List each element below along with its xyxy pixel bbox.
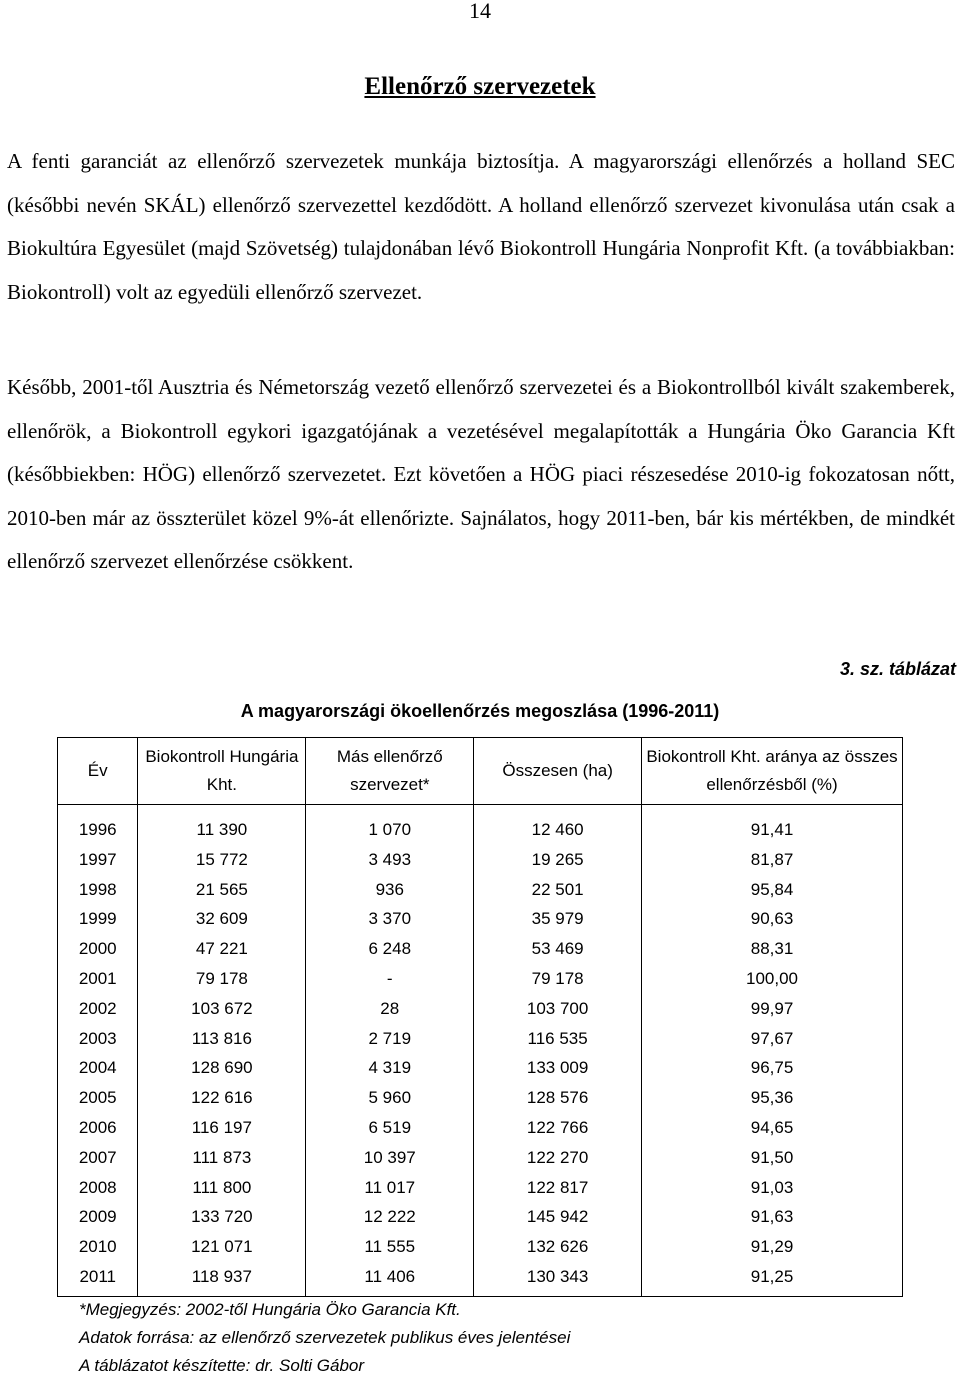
table-cell-biokontroll: 32 609 — [195, 909, 248, 929]
data-table — [57, 737, 903, 1297]
table-cell-share: 100,00 — [746, 968, 799, 988]
table-cell-share: 88,31 — [750, 939, 794, 959]
table-cell-share: 95,84 — [750, 879, 794, 899]
table-cell-share: 95,36 — [750, 1088, 794, 1108]
table-cell-total: 122 817 — [526, 1177, 589, 1197]
table-cell-year: 2006 — [78, 1117, 117, 1137]
column-total — [474, 805, 642, 1297]
page-title: Ellenőrző szervezetek — [364, 73, 596, 100]
table-cell-year: 1997 — [78, 849, 117, 869]
column-biokontroll — [138, 805, 306, 1297]
table-cell-other: 1 070 — [368, 820, 412, 839]
table-cell-biokontroll: 128 690 — [191, 1058, 253, 1078]
table-header-row — [58, 738, 903, 805]
table-cell-total: 128 576 — [526, 1088, 589, 1108]
table-cell-share: 90,63 — [750, 909, 794, 929]
table-cell-year: 2011 — [79, 1266, 116, 1286]
table-notes — [79, 1296, 570, 1380]
table-cell-biokontroll: 47 221 — [195, 939, 248, 959]
table-cell-other: 6 248 — [368, 939, 412, 959]
header-other: Más ellenőrző szervezet* — [306, 738, 474, 805]
paragraph-1: A fenti garanciát az ellenőrző szervezetek munkája biztosítja. A magyarországi ellenőrzés a holland SEC (későbbi nevén SKÁL) ellenőrző szervezettel kezdődött. A holland ellenőrző szervezet kivonulása után csak a Biokultúra Egyesület (majd Szövetség) tulajdonában lévő Biokontroll Hungária Nonprofit Kft. (a továbbiakban: Biokontroll) volt az egyedüli ellenőrző szervezet. — [7, 149, 955, 304]
table-cell-year: 2004 — [78, 1058, 117, 1078]
table-cell-biokontroll: 113 816 — [191, 1028, 252, 1048]
page-number: 14 — [469, 0, 491, 23]
table-cell-other: 11 555 — [364, 1237, 416, 1257]
table-cell-year: 1996 — [78, 820, 117, 839]
header-total: Összesen (ha) — [474, 738, 642, 805]
paragraph-2: Később, 2001-től Ausztria és Németország vezető ellenőrző szervezetei és a Biokontrollból kivált szakemberek, ellenőrök, a Biokontroll egykori igazgatójának a vezetésével megalapították a Hungária Öko Garancia Kft (későbbiekben: HÖG) ellenőrző szervezetet. Ezt követően a HÖG piaci részesedése 2010-ig fokozatosan nőtt, 2010-ben már az összterület közel 9%-át ellenőrizte. Sajnálatos, hogy 2011-ben, bár kis mértékben, de mindkét ellenőrző szervezet ellenőrzése csökkent. — [7, 375, 955, 574]
table-cell-biokontroll: 79 178 — [195, 968, 248, 988]
table-cell-other: 5 960 — [368, 1088, 412, 1108]
table-label: 3. sz. táblázat — [839, 659, 956, 679]
header-biokontroll: Biokontroll Hungária Kht. — [138, 738, 306, 805]
note-source: Adatok forrása: az ellenőrző szervezetek publikus éves jelentései — [79, 1328, 571, 1347]
table-cell-year: 2007 — [78, 1147, 117, 1167]
table-body — [58, 805, 903, 1297]
table-cell-total: 103 700 — [526, 998, 589, 1018]
table-cell-other: 11 017 — [364, 1177, 416, 1197]
table-cell-total: 35 979 — [531, 909, 584, 929]
header-share: Biokontroll Kht. aránya az összes ellenőrzésből (%) — [642, 738, 903, 805]
table-cell-total: 79 178 — [531, 968, 584, 988]
table-cell-total: 130 343 — [526, 1266, 589, 1286]
table-cell-biokontroll: 111 873 — [192, 1147, 252, 1167]
table-cell-year: 2009 — [78, 1207, 117, 1227]
note-remark: *Megjegyzés: 2002-től Hungária Öko Garancia Kft. — [79, 1300, 461, 1319]
table-cell-year: 2010 — [78, 1237, 117, 1257]
table-cell-biokontroll: 121 071 — [191, 1237, 253, 1257]
table-cell-other: 11 406 — [364, 1266, 416, 1286]
table-cell-total: 122 766 — [526, 1117, 589, 1137]
table-cell-share: 97,67 — [750, 1028, 794, 1048]
table-cell-total: 12 460 — [531, 820, 584, 839]
table-cell-biokontroll: 118 937 — [191, 1266, 252, 1286]
table-cell-other: 10 397 — [363, 1147, 416, 1167]
table-cell-share: 99,97 — [750, 998, 794, 1018]
table-cell-total: 132 626 — [526, 1237, 589, 1257]
table-cell-biokontroll: 15 772 — [195, 849, 248, 869]
table-cell-biokontroll: 122 616 — [191, 1088, 253, 1108]
table-cell-total: 19 265 — [531, 849, 584, 869]
table-cell-year: 2008 — [78, 1177, 117, 1197]
table-cell-year: 1999 — [78, 909, 117, 929]
column-share — [642, 805, 903, 1297]
table-cell-other: 4 319 — [368, 1058, 412, 1078]
table-cell-total: 122 270 — [526, 1147, 589, 1167]
table-cell-share: 91,03 — [750, 1177, 794, 1197]
table-cell-year: 2000 — [78, 939, 117, 959]
table-cell-share: 91,29 — [750, 1237, 794, 1257]
note-author: A táblázatot készítette: dr. Solti Gábor — [79, 1356, 365, 1375]
table-cell-total: 53 469 — [531, 939, 584, 959]
table-cell-share: 94,65 — [750, 1117, 794, 1137]
column-year — [58, 805, 138, 1297]
table-cell-biokontroll: 11 390 — [196, 820, 248, 839]
column-other — [306, 805, 474, 1297]
table-cell-other: - — [386, 968, 393, 988]
table-cell-biokontroll: 111 800 — [192, 1177, 252, 1197]
table-cell-share: 81,87 — [750, 849, 794, 869]
header-year: Év — [58, 738, 138, 805]
table-cell-total: 22 501 — [531, 879, 584, 899]
table-cell-biokontroll: 103 672 — [191, 998, 253, 1018]
table-cell-biokontroll: 133 720 — [191, 1207, 253, 1227]
table-cell-share: 91,50 — [750, 1147, 794, 1167]
table-cell-total: 145 942 — [526, 1207, 589, 1227]
table-cell-year: 2001 — [78, 968, 117, 988]
table-cell-year: 2005 — [78, 1088, 117, 1108]
table-cell-total: 116 535 — [527, 1028, 588, 1048]
table-cell-year: 2002 — [78, 998, 117, 1018]
table-cell-share: 91,25 — [750, 1266, 794, 1286]
table-cell-biokontroll: 21 565 — [195, 879, 248, 899]
table-cell-other: 28 — [380, 998, 400, 1018]
table-cell-share: 96,75 — [750, 1058, 794, 1078]
table-cell-other: 6 519 — [368, 1117, 412, 1137]
table-cell-total: 133 009 — [526, 1058, 589, 1078]
table-cell-year: 1998 — [78, 879, 117, 899]
table-title: A magyarországi ökoellenőrzés megoszlása (1996-2011) — [240, 701, 720, 721]
table-cell-other: 3 370 — [368, 909, 412, 929]
table-cell-other: 2 719 — [368, 1028, 412, 1048]
table-cell-share: 91,63 — [750, 1207, 794, 1227]
table-cell-biokontroll: 116 197 — [191, 1117, 252, 1137]
table-cell-other: 12 222 — [363, 1207, 416, 1227]
table-cell-year: 2003 — [78, 1028, 117, 1048]
table-cell-other: 3 493 — [368, 849, 412, 869]
table-cell-other: 936 — [375, 879, 404, 899]
table-cell-share: 91,41 — [750, 820, 794, 839]
